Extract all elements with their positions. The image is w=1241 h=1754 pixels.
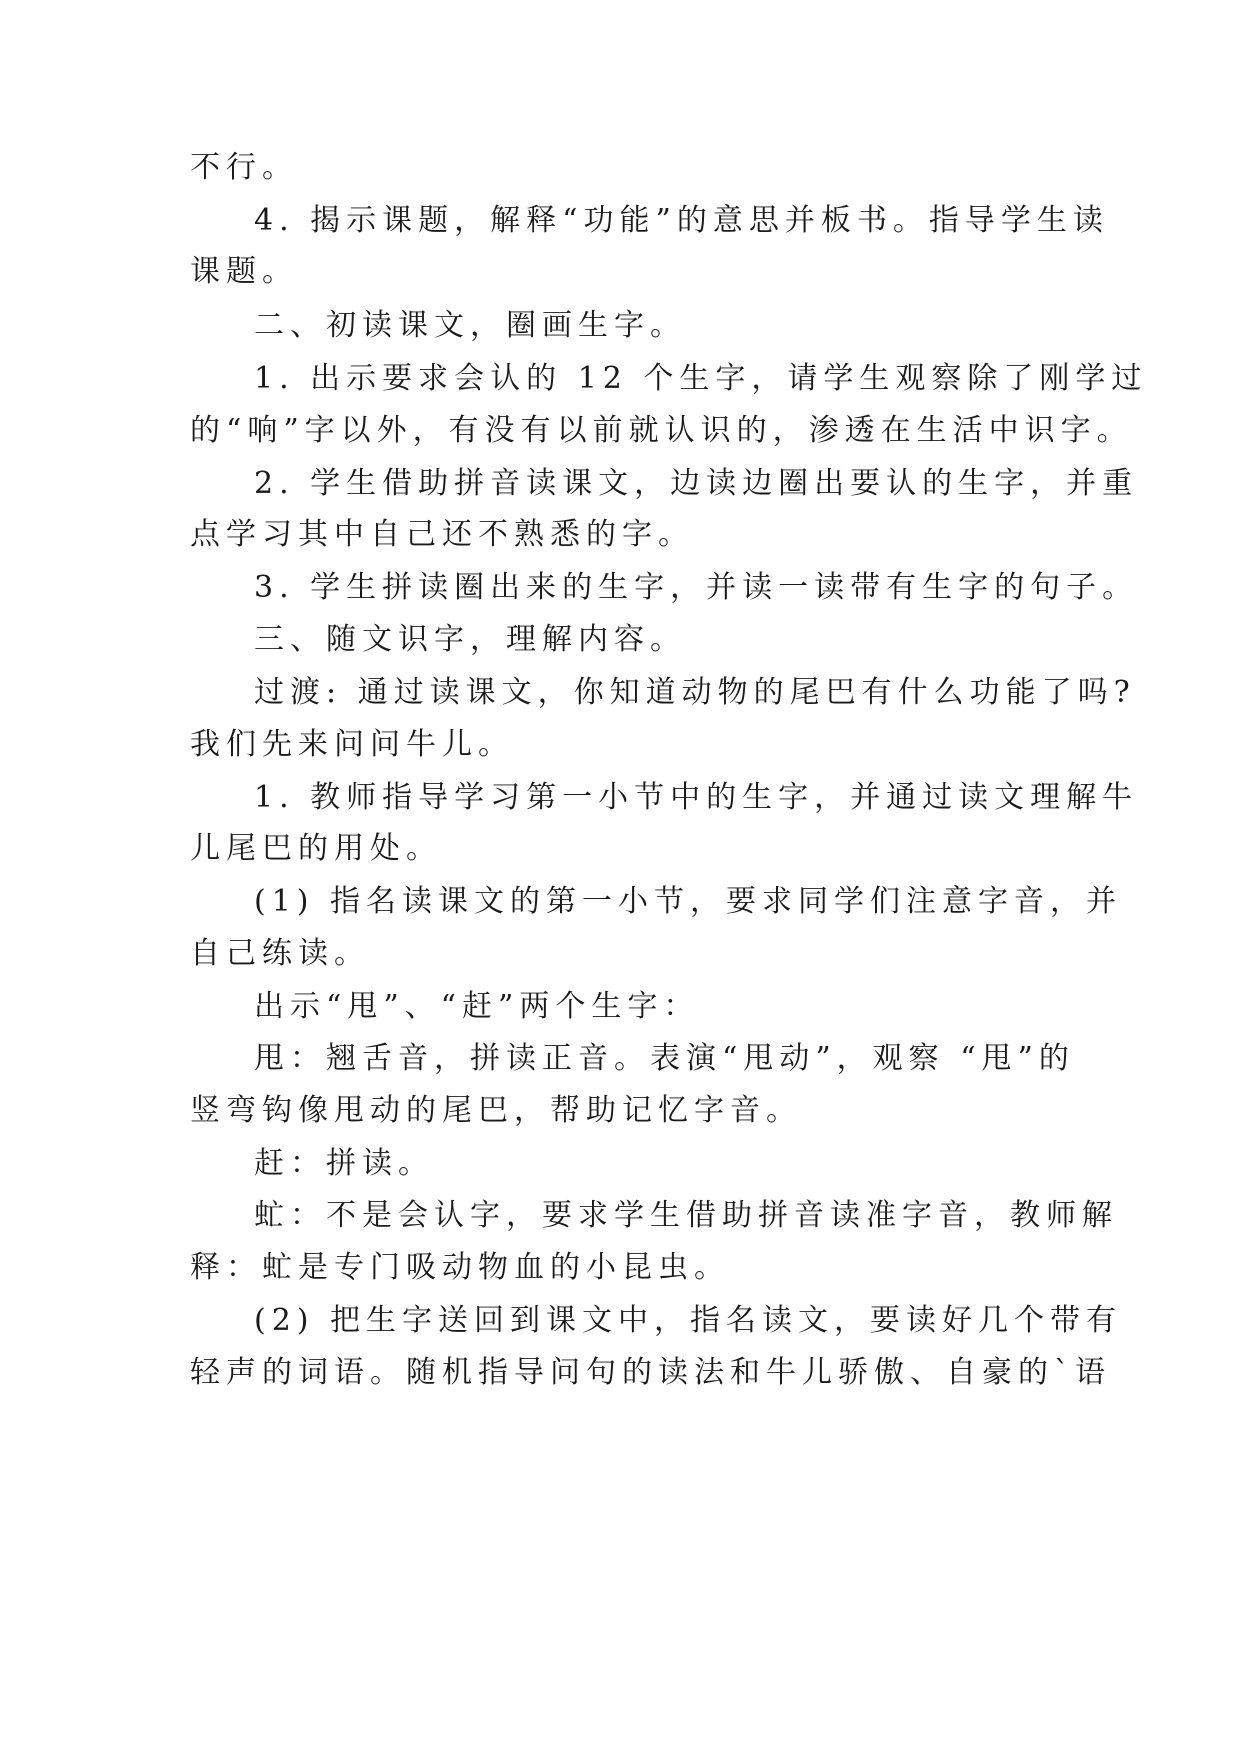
text-line: 出示“甩”、“赶”两个生字： [254,989,700,1024]
text-line: 课题。 [190,254,298,289]
text-line: 竖弯钩像甩动的尾巴，帮助记忆字音。 [190,1093,802,1128]
text-line: 不行。 [190,150,298,185]
text-line: 虻：不是会认字，要求学生借助拼音读准字音，教师解 [254,1198,1118,1233]
text-line: 1. 出示要求会认的 12 个生字，请学生观察除了刚学过 [254,361,1148,396]
text-line: 甩：翘舌音，拼读正音。表演“甩动”，观察 “甩”的 [254,1041,1075,1076]
text-line: 4. 揭示课题，解释“功能”的意思并板书。指导学生读 [254,203,1109,238]
section-heading: 三、随文识字，理解内容。 [254,622,686,657]
text-line: 点学习其中自己还不熟悉的字。 [190,517,694,552]
text-line: 赶：拼读。 [254,1146,434,1181]
text-line: 1. 教师指导学习第一小节中的生字，并通过读文理解牛 [254,780,1139,815]
text-line: 过渡: 通过读课文，你知道动物的尾巴有什么功能了吗? [254,675,1136,710]
text-line: (2) 把生字送回到课文中，指名读文，要读好几个带有 [254,1303,1123,1338]
text-line: 的“响”字以外，有没有以前就认识的，渗透在生活中识字。 [190,413,1133,448]
text-line: 我们先来问问牛儿。 [190,727,514,762]
text-line: 2. 学生借助拼音读课文，边读边圈出要认的生字，并重 [254,466,1139,501]
text-line: 儿尾巴的用处。 [190,831,442,866]
text-line: 轻声的词语。随机指导问句的读法和牛儿骄傲、自豪的`语 [190,1355,1111,1390]
text-line: 3. 学生拼读圈出来的生字，并读一读带有生字的句子。 [254,570,1139,605]
text-line: 自己练读。 [190,936,370,971]
text-line: (1) 指名读课文的第一小节，要求同学们注意字音，并 [254,884,1123,919]
text-line: 释：虻是专门吸动物血的小昆虫。 [190,1250,730,1285]
section-heading: 二、初读课文，圈画生字。 [254,308,686,343]
